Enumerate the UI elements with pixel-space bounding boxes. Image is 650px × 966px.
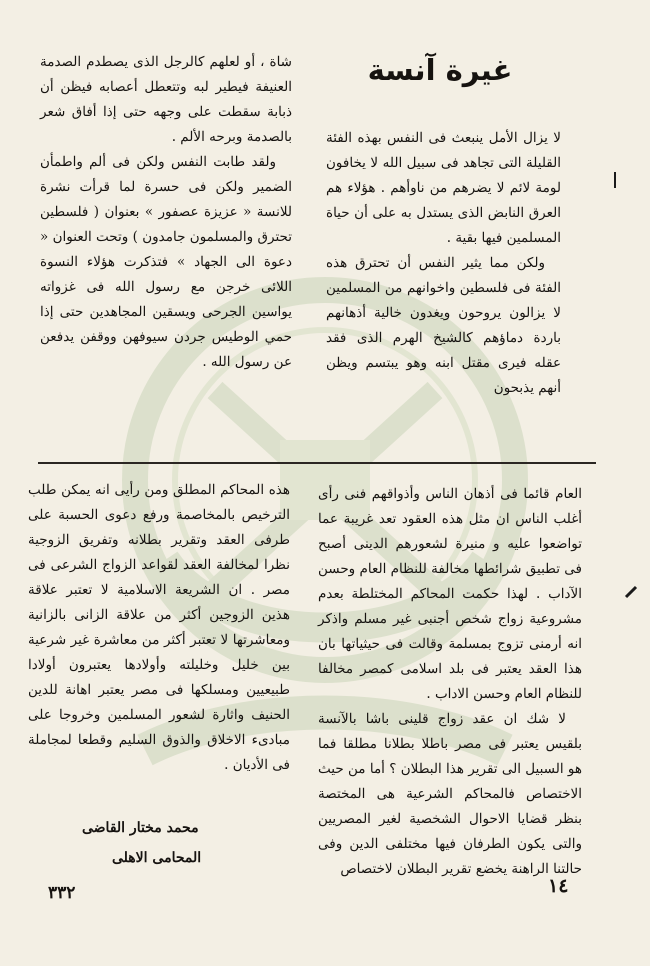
legal-paragraph: لا شك ان عقد زواج قلينى باشا بالآنسة بلقيس يعتبر فى مصر باطلا بطلانا مطلقا فما هو السبيل الى تقرير هذا البطلان ؟ أما من حيث الاختصاص فالمحاكم الشرعية هى المختصة بنظر قضايا الاحوال الشخصية لغير المصريين والتى يكون الطرفان فيها مختلفى الدين وفى حالتنا الراهنة يخضع تقرير البطلان لاختصاص <box>318 711 582 877</box>
legal-paragraph: هذه المحاكم المطلق ومن رأيى انه يمكن طلب الترخيص بالمخاصمة ورفع دعوى الحسبة على طرفى العقد وتقرير بطلانه وتفريق الزوجية نظرا لمخالفة العقد لقواعد الزواج الشرعى فى مصر . ان الشريعة الاسلامية لا تعتبر علاقة هذين الزوجين أكثر من علاقة الزانى بالزانية ومعاشرتها لا تعتبر أكثر من معاشرة غير شرعية بين خليل وخليلته وأولادها يعتبرون أولادا طبيعيين ومسلكها فى مصر يعتبر اهانة للدين الحنيف واثارة لشعور المسلمين وخروجا على مبادىء الاخلاق والذوق السليم وقطعا لمجاملة فى الأديان . <box>28 482 290 773</box>
margin-mark-icon <box>624 585 638 599</box>
page-number-right: ١٤ <box>548 875 569 897</box>
section-divider <box>38 462 596 464</box>
margin-mark-icon <box>610 170 620 190</box>
article-title: غيرة آنسة <box>367 53 513 87</box>
signature-title: المحامى الاهلى <box>112 850 202 866</box>
legal-right-column <box>318 482 582 882</box>
legal-paragraph: العام قائما فى أذهان الناس وأذواقهم فنى رأى أغلب الناس ان مثل هذه العقود تعد غريبة عما تواضعوا عليه و منيرة لشعورهم الدينى أصبح فى تطبيق شرائطها مخالفة للنظام العام وحسن الآداب . لهذا حكمت المحاكم المختلطة بعدم مشروعية زواج شخص أجنبى غير مسلم واذكر انه أرمنى تزوج بمسلمة وقالت فى حيثياتها بان هذا العقد يعتبر فى بلد اسلامى كمصر مخالفا للنظام العام وحسن الاداب . <box>318 486 582 702</box>
article-paragraph: ولقد طابت النفس ولكن فى ألم واطمأن الضمير ولكن فى حسرة لما قرأت نشرة للانسة « عزيزة عصفور » بعنوان ( فلسطين تحترق والمسلمون جامدون ) وتحت العنوان « دعوة الى الجهاد » فتذكرت هؤلاء النسوة اللائى خرجن مع رسول الله فى غزواته يواسين الجرحى ويسقين المجاهدين حتى إذا حمي الوطيس جردن سيوفهن ووقفن يدفعن عن رسول الله . <box>40 154 292 370</box>
article-right-column <box>326 126 561 401</box>
article-paragraph: شاة ، أو لعلهم كالرجل الذى يصطدم الصدمة العنيفة فيطير لبه وتتعطل أعصابه فيظن أن ذبابة سقطت على وجهه حتى إذا أفاق شعر بالصدمة وبرحه الألم . <box>40 54 292 145</box>
signature-name: محمد مختار القاضى <box>82 820 199 836</box>
article-paragraph: ولكن مما يثير النفس أن تحترق هذه الفئة فى فلسطين واخوانهم من المسلمين لا يزالون يروحون ويغدون خالية أذهانهم باردة دماؤهم كالشيخ الهرم الذى فقد عقله فيرى مقتل ابنه وهو يبتسم ويظن أنهم يذبحون <box>326 255 561 396</box>
legal-left-column <box>28 478 290 778</box>
page-number-left: ٣٣٢ <box>48 883 76 903</box>
article-paragraph: لا يزال الأمل ينبعث فى النفس بهذه الفئة القليلة التى تجاهد فى سبيل الله لا يخافون لومة لائم لا يضرهم من ناوأهم . هؤلاء هم العرق النابض الذى يستدل به على أن حياة المسلمين فيها بقية . <box>326 130 561 246</box>
article-left-column <box>40 50 292 375</box>
